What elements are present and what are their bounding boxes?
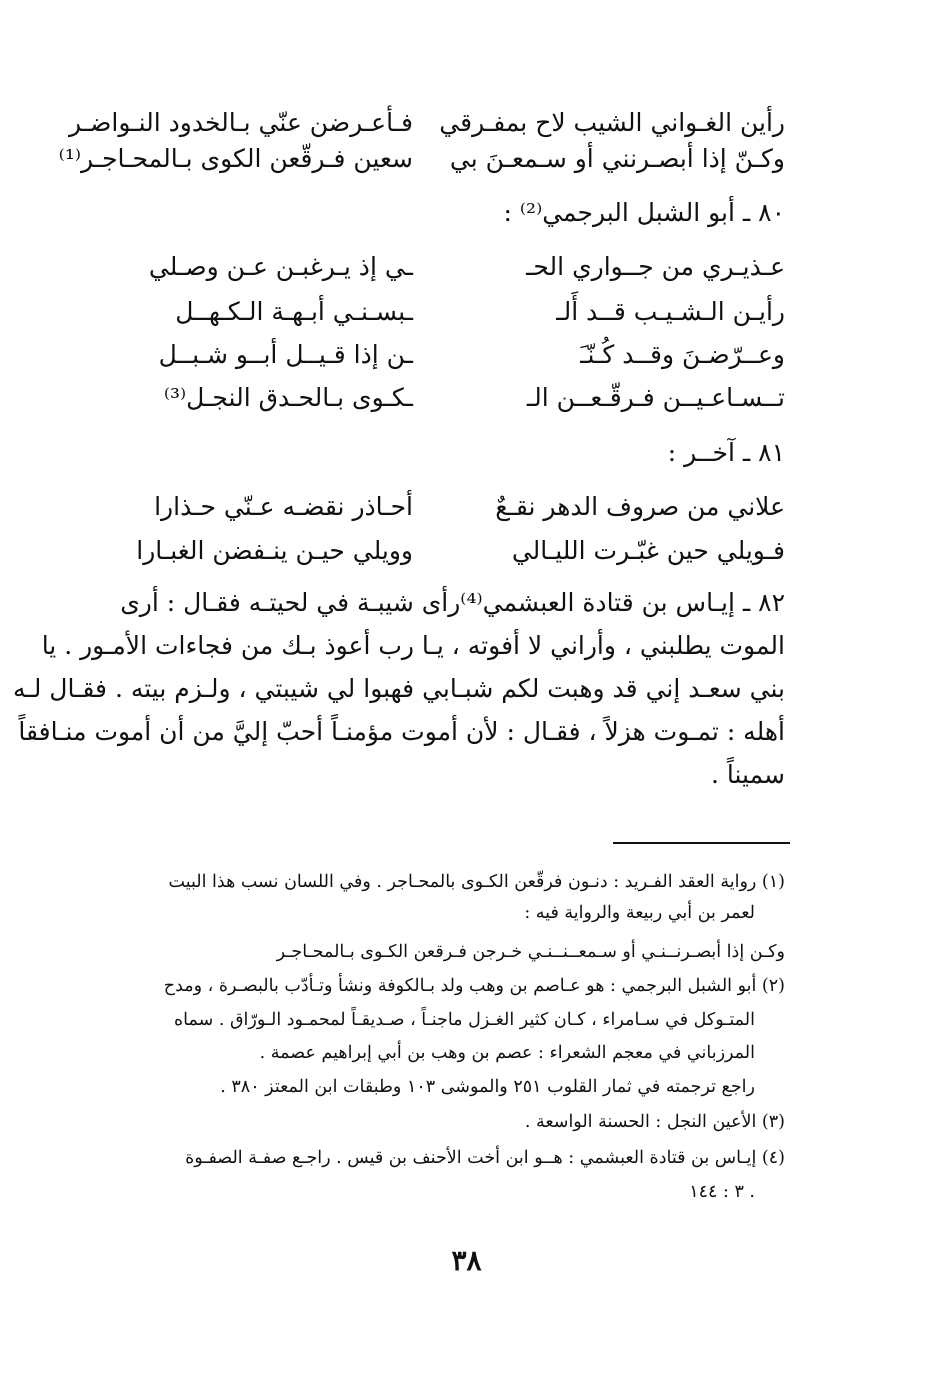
footnote-line: راجع ترجمته في ثمار القلوب ٢٥١ والموشى ١٠٣ وطبقات ابن المعتز ٣٨٠ .: [220, 1077, 755, 1097]
verse-hemistich-left: سعين فـرقّعن الكوى بـالمحـاجـر⁽¹⁾: [58, 144, 413, 173]
footnote-line: المتـوكل في سـامراء ، كـان كثير الغـزل ماجنـاً ، صـديقـاً لمحمـود الـورّاق . سماه: [173, 1010, 755, 1030]
paragraph-line: سميناً .: [711, 760, 785, 789]
entry-heading-81: ٨١ ـ آخــر :: [667, 438, 785, 467]
verse-hemistich-right: تــسـاعـيــن فـرقّـعــن الـ: [526, 383, 785, 412]
footnote-line: (٤) إيـاس بن قتادة العبشمي : هــو ابن أخت الأحنف بن قيس . راجـع صفـة الصفـوة: [185, 1148, 785, 1168]
footnote-line: (٢) أبو الشبل البرجمي : هو عـاصم بن وهب ولد بـالكوفة ونشأ وتـأدّب بالبصـرة ، ومدح: [163, 976, 785, 996]
footnote-line: (١) رواية العقد الفـريد : دنـون فرقّعن الكـوى بالمحـاجر . وفي اللسان نسب هذا البيت: [168, 872, 785, 892]
verse-hemistich-right: رأيـن الـشـيـب قــد أَلـ: [556, 297, 785, 326]
verse-hemistich-left: وويلي حيـن ينـفضن الغبـارا: [136, 536, 413, 565]
footnote-separator: [613, 842, 790, 844]
footnote-line: لعمر بن أبي ربيعة والرواية فيه :: [524, 903, 755, 923]
footnote-line: المرزباني في معجم الشعراء : عصم بن وهب بن أبي إبراهيم عصمة .: [259, 1043, 755, 1063]
paragraph-line: ٨٢ ـ إيـاس بن قتادة العبشمي⁽⁴⁾رأى شيبـة في لحيتـه فقـال : أرى: [120, 588, 785, 617]
footnote-line: (٣) الأعين النجل : الحسنة الواسعة .: [524, 1112, 785, 1132]
page-number: ٣٨: [451, 1244, 482, 1277]
verse-hemistich-left: ـكـوى بـالحـدق النجـل⁽³⁾: [163, 383, 413, 412]
paragraph-line: بني سعـد إني قد وهبت لكم شبـابي فهبوا لي شيبتي ، ولـزم بيته . فقـال لـه: [13, 674, 785, 703]
verse-hemistich-left: ـبسـنـي أبـهـة الـكـهــل: [175, 297, 413, 326]
paragraph-line: أهله : تمـوت هزلاً ، فقـال : لأن أموت مؤمنـاً أحبّ إليَّ من أن أموت منـافقاً: [18, 717, 785, 746]
verse-hemistich-right: وكـنّ إذا أبصـرنني أو سـمعـنَ بي: [449, 144, 785, 173]
verse-hemistich-right: علاني من صروف الدهر نقـعٌ: [495, 492, 785, 521]
verse-hemistich-right: عـذيـري من جــواري الحـ: [526, 252, 785, 281]
verse-hemistich-left: ـي إذ يـرغبـن عـن وصـلي: [148, 252, 413, 281]
entry-heading-80: ٨٠ ـ أبو الشبل البرجمي⁽²⁾ :: [503, 198, 785, 227]
verse-hemistich-right: وعــرّضـنَ وقــد كُـنّـَ: [580, 340, 785, 369]
verse-hemistich-right: فـويلي حين غبّـرت الليـالي: [511, 536, 785, 565]
verse-hemistich-left: فـأعـرضن عنّي بـالخدود النـواضـر: [69, 108, 413, 137]
verse-hemistich-left: ـن إذا قـيــل أبــو شـبــل: [158, 340, 413, 369]
footnote-verse: وكـن إذا أبصـرنــنـي أو سـمعــنــنـي خـرجن فـرقعن الكـوى بـالمحـاجـر: [276, 942, 785, 962]
paragraph-line: الموت يطلبني ، وأراني لا أفوته ، يـا رب أعوذ بـك من فجاءات الأمـور . يا: [41, 631, 785, 660]
verse-hemistich-left: أحـاذر نقضـه عـنّي حـذارا: [154, 492, 413, 521]
verse-hemistich-right: رأين الغـواني الشيب لاح بمفـرقي: [439, 108, 785, 137]
footnote-line: ٣ : ١٤٤ .: [689, 1182, 755, 1202]
